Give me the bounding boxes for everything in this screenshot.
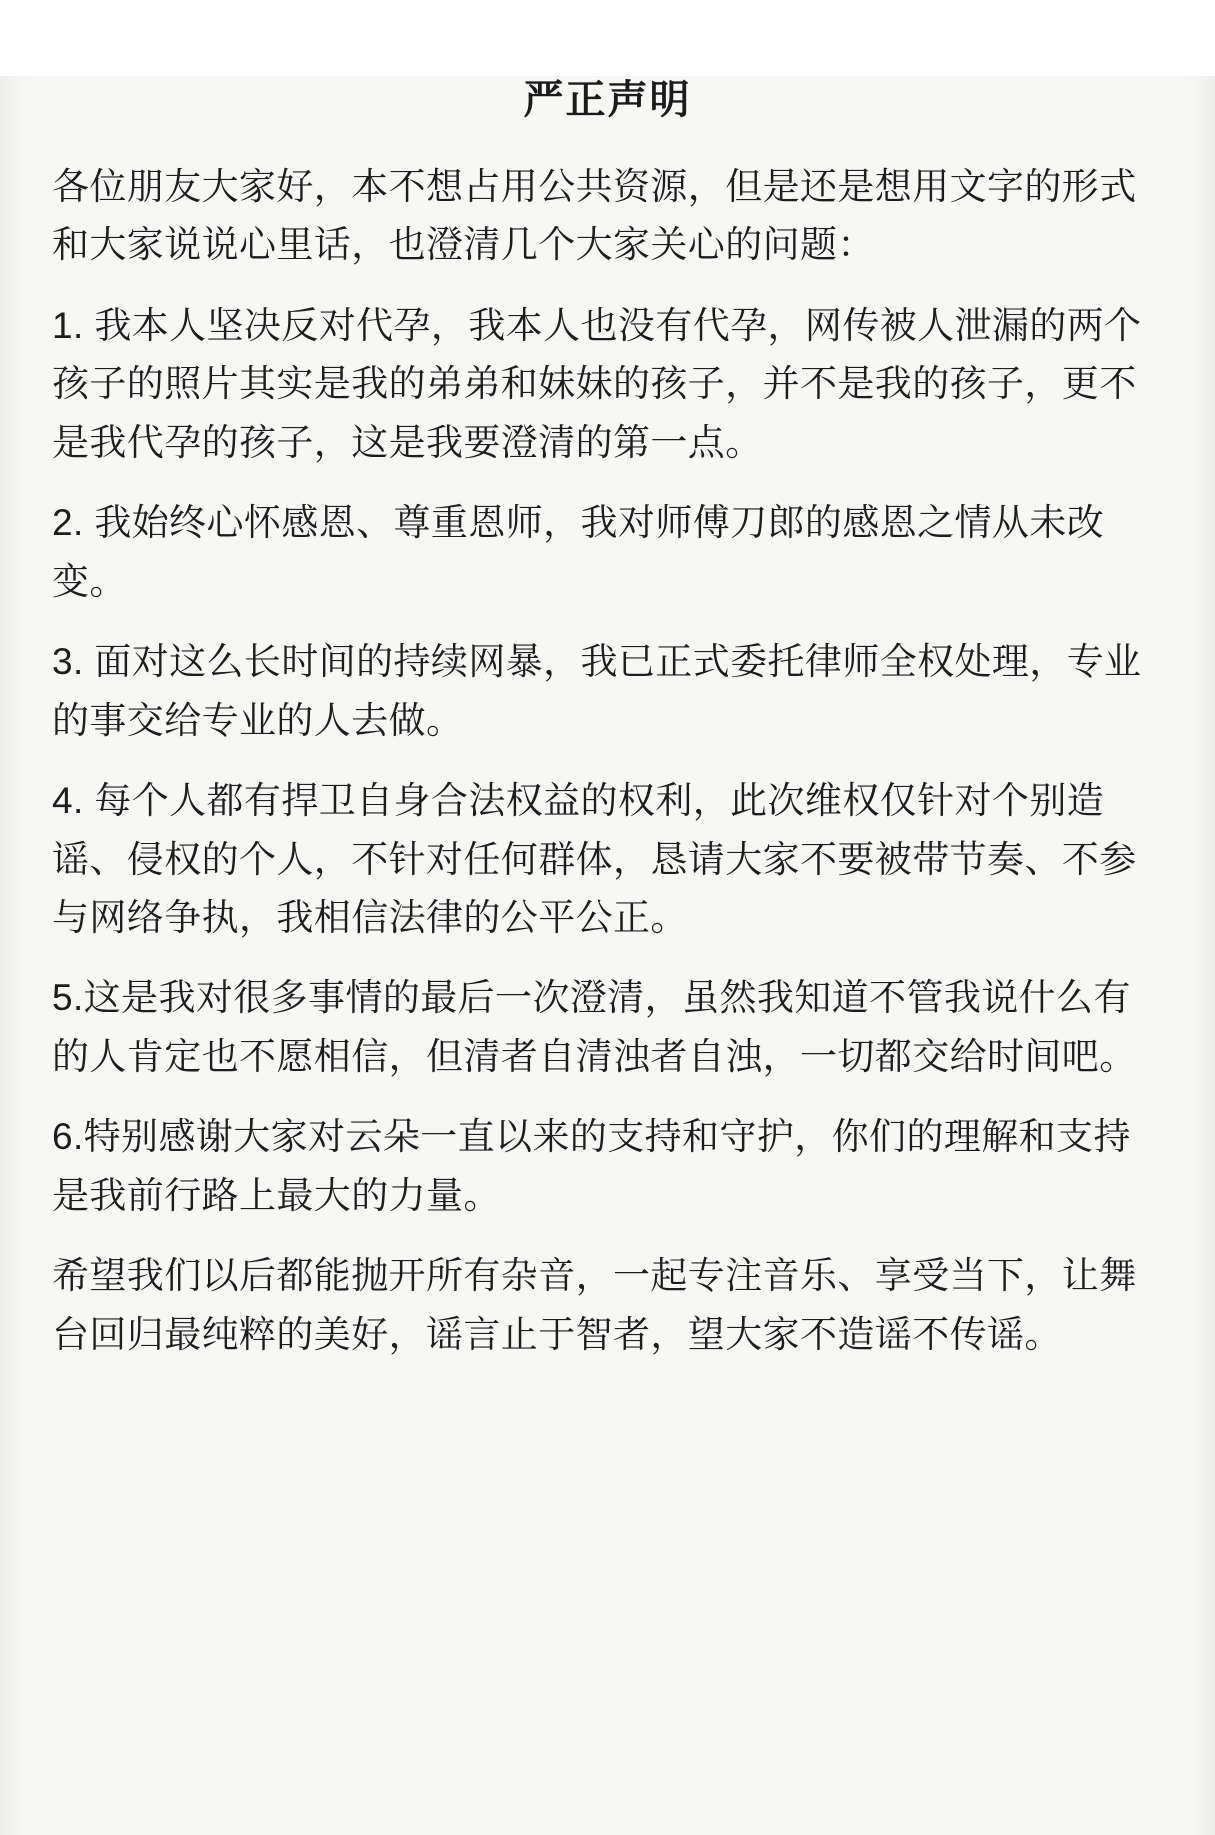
statement-paragraph-closing: 希望我们以后都能抛开所有杂音，一起专注音乐、享受当下，让舞台回归最纯粹的美好，谣言止于智者，望大家不造谣不传谣。 [52, 1255, 1137, 1355]
statement-paragraph-6: 6.特别感谢大家对云朵一直以来的支持和守护，你们的理解和支持是我前行路上最大的力量。 [52, 1116, 1131, 1216]
page-title: 严正声明 [523, 78, 692, 122]
statement-paragraph-3: 3. 面对这么长时间的持续网暴，我已正式委托律师全权处理，专业的事交给专业的人去做。 [52, 641, 1142, 741]
statement-paragraph-intro: 各位朋友大家好，本不想占用公共资源，但是还是想用文字的形式和大家说说心里话，也澄清几个大家关心的问题： [52, 166, 1137, 266]
statement-page [0, 76, 1215, 1835]
statement-content [0, 76, 1215, 1364]
statement-paragraph-5: 5.这是我对很多事情的最后一次澄清，虽然我知道不管我说什么有的人肯定也不愿相信，但清者自清浊者自浊，一切都交给时间吧。 [52, 977, 1137, 1077]
statement-paragraph-1: 1. 我本人坚决反对代孕，我本人也没有代孕，网传被人泄漏的两个孩子的照片其实是我的弟弟和妹妹的孩子，并不是我的孩子，更不是我代孕的孩子，这是我要澄清的第一点。 [52, 304, 1142, 463]
statement-paragraph-4: 4. 每个人都有捍卫自身合法权益的权利，此次维权仅针对个别造谣、侵权的个人，不针对任何群体，恳请大家不要被带节奏、不参与网络争执，我相信法律的公平公正。 [52, 780, 1137, 938]
statement-paragraph-2: 2. 我始终心怀感恩、尊重恩师，我对师傅刀郎的感恩之情从未改变。 [52, 502, 1105, 602]
